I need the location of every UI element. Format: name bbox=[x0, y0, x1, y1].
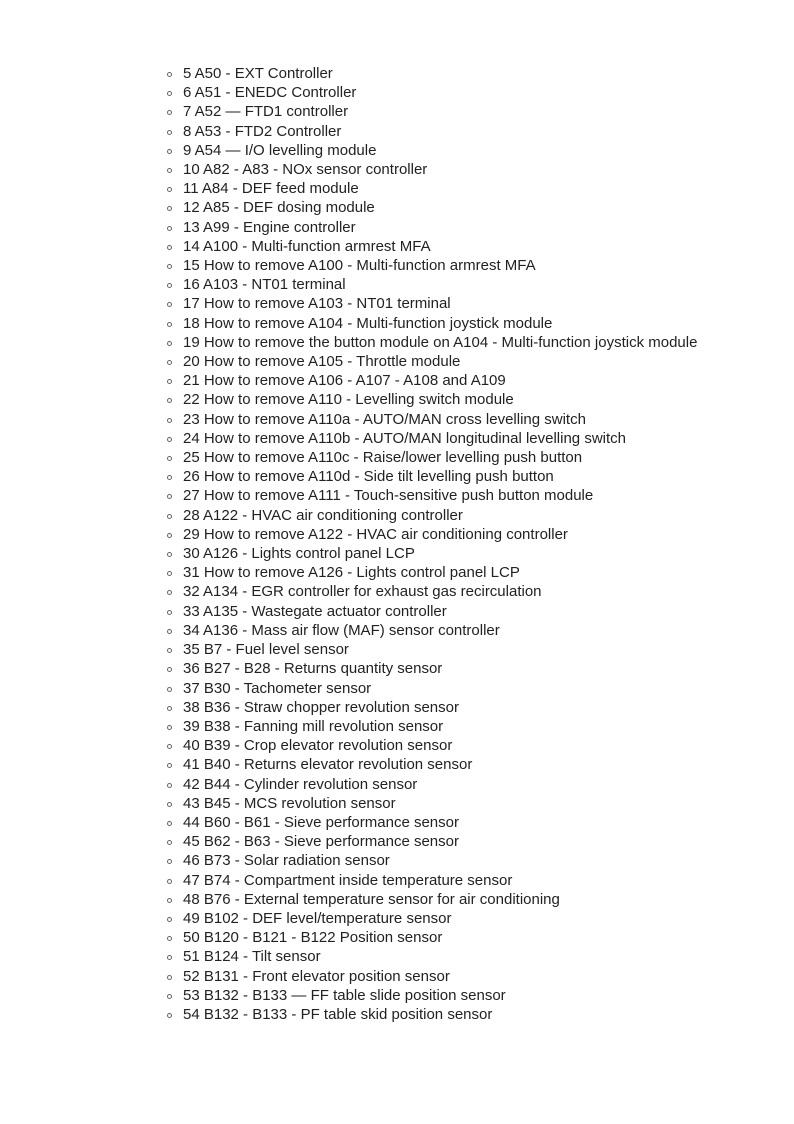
list-item[interactable] bbox=[166, 64, 706, 83]
bullet-icon bbox=[167, 917, 172, 922]
table-of-contents-list bbox=[166, 64, 706, 1024]
bullet-icon bbox=[167, 629, 172, 634]
list-item-label[interactable]: 40 B39 - Crop elevator revolution sensor bbox=[183, 737, 453, 755]
list-item[interactable] bbox=[166, 717, 706, 736]
list-item-label[interactable]: 13 A99 - Engine controller bbox=[183, 218, 356, 236]
list-item-label[interactable]: 42 B44 - Cylinder revolution sensor bbox=[183, 775, 418, 793]
list-item-label[interactable]: 41 B40 - Returns elevator revolution sensor bbox=[183, 756, 473, 774]
list-item[interactable] bbox=[166, 448, 706, 467]
list-item[interactable] bbox=[166, 237, 706, 256]
bullet-icon bbox=[167, 456, 172, 461]
bullet-icon bbox=[167, 667, 172, 672]
list-item[interactable] bbox=[166, 890, 706, 909]
list-item-label[interactable]: 20 How to remove A105 - Throttle module bbox=[183, 353, 461, 371]
list-item-label[interactable]: 19 How to remove the button module on A104 - Multi-function joystick module bbox=[183, 333, 698, 351]
list-item[interactable] bbox=[166, 698, 706, 717]
list-item[interactable] bbox=[166, 275, 706, 294]
bullet-icon bbox=[167, 418, 172, 423]
list-item-label[interactable]: 31 How to remove A126 - Lights control panel LCP bbox=[183, 564, 520, 582]
list-item-label[interactable]: 21 How to remove A106 - A107 - A108 and A109 bbox=[183, 372, 506, 390]
bullet-icon bbox=[167, 245, 172, 250]
bullet-icon bbox=[167, 552, 172, 557]
list-item-label[interactable]: 30 A126 - Lights control panel LCP bbox=[183, 545, 415, 563]
bullet-icon bbox=[167, 110, 172, 115]
bullet-icon bbox=[167, 360, 172, 365]
list-item[interactable] bbox=[166, 775, 706, 794]
bullet-icon bbox=[167, 283, 172, 288]
list-item-label[interactable]: 6 A51 - ENEDC Controller bbox=[183, 84, 357, 102]
list-item[interactable] bbox=[166, 679, 706, 698]
list-item[interactable] bbox=[166, 736, 706, 755]
bullet-icon bbox=[167, 879, 172, 884]
list-item[interactable] bbox=[166, 851, 706, 870]
bullet-icon bbox=[167, 91, 172, 96]
list-item[interactable] bbox=[166, 198, 706, 217]
list-item-label[interactable]: 8 A53 - FTD2 Controller bbox=[183, 122, 342, 140]
list-item-label[interactable]: 24 How to remove A110b - AUTO/MAN longitudinal levelling switch bbox=[183, 429, 626, 447]
list-item[interactable] bbox=[166, 544, 706, 563]
list-item[interactable] bbox=[166, 832, 706, 851]
list-item-label[interactable]: 35 B7 - Fuel level sensor bbox=[183, 641, 349, 659]
bullet-icon bbox=[167, 571, 172, 576]
list-item[interactable] bbox=[166, 602, 706, 621]
list-item-label[interactable]: 43 B45 - MCS revolution sensor bbox=[183, 794, 396, 812]
bullet-icon bbox=[167, 955, 172, 960]
bullet-icon bbox=[167, 72, 172, 77]
list-item[interactable] bbox=[166, 83, 706, 102]
bullet-icon bbox=[167, 398, 172, 403]
list-item[interactable] bbox=[166, 314, 706, 333]
bullet-icon bbox=[167, 533, 172, 538]
bullet-icon bbox=[167, 341, 172, 346]
list-item-label[interactable]: 26 How to remove A110d - Side tilt levelling push button bbox=[183, 468, 554, 486]
list-item-label[interactable]: 36 B27 - B28 - Returns quantity sensor bbox=[183, 660, 443, 678]
list-item-label[interactable]: 29 How to remove A122 - HVAC air conditioning controller bbox=[183, 525, 568, 543]
bullet-icon bbox=[167, 168, 172, 173]
list-item-label[interactable]: 39 B38 - Fanning mill revolution sensor bbox=[183, 717, 444, 735]
list-item[interactable] bbox=[166, 986, 706, 1005]
list-item-label[interactable]: 28 A122 - HVAC air conditioning controller bbox=[183, 506, 463, 524]
list-item-label[interactable]: 37 B30 - Tachometer sensor bbox=[183, 679, 372, 697]
list-item[interactable] bbox=[166, 506, 706, 525]
list-item[interactable] bbox=[166, 333, 706, 352]
list-item[interactable] bbox=[166, 122, 706, 141]
bullet-icon bbox=[167, 763, 172, 768]
list-item[interactable] bbox=[166, 659, 706, 678]
bullet-icon bbox=[167, 859, 172, 864]
list-item-label[interactable]: 18 How to remove A104 - Multi-function joystick module bbox=[183, 314, 553, 332]
list-item-label[interactable]: 7 A52 — FTD1 controller bbox=[183, 103, 349, 121]
list-item[interactable] bbox=[166, 390, 706, 409]
list-item-label[interactable]: 22 How to remove A110 - Levelling switch module bbox=[183, 391, 514, 409]
list-item[interactable] bbox=[166, 294, 706, 313]
bullet-icon bbox=[167, 840, 172, 845]
list-item-label[interactable]: 14 A100 - Multi-function armrest MFA bbox=[183, 237, 431, 255]
list-item[interactable] bbox=[166, 871, 706, 890]
list-item[interactable] bbox=[166, 256, 706, 275]
list-item-label[interactable]: 53 B132 - B133 — FF table slide position sensor bbox=[183, 986, 506, 1004]
list-item[interactable] bbox=[166, 160, 706, 179]
bullet-icon bbox=[167, 687, 172, 692]
bullet-icon bbox=[167, 187, 172, 192]
list-item[interactable] bbox=[166, 967, 706, 986]
list-item-label[interactable]: 52 B131 - Front elevator position sensor bbox=[183, 967, 450, 985]
list-item[interactable] bbox=[166, 141, 706, 160]
list-item-label[interactable]: 15 How to remove A100 - Multi-function armrest MFA bbox=[183, 257, 536, 275]
list-item[interactable] bbox=[166, 813, 706, 832]
bullet-icon bbox=[167, 725, 172, 730]
bullet-icon bbox=[167, 514, 172, 519]
list-item-label[interactable]: 5 A50 - EXT Controller bbox=[183, 65, 333, 82]
list-item-label[interactable]: 47 B74 - Compartment inside temperature sensor bbox=[183, 871, 513, 889]
bullet-icon bbox=[167, 898, 172, 903]
list-item-label[interactable]: 9 A54 — I/O levelling module bbox=[183, 141, 377, 159]
list-item-label[interactable]: 10 A82 - A83 - NOx sensor controller bbox=[183, 161, 428, 179]
list-item[interactable] bbox=[166, 352, 706, 371]
list-item-label[interactable]: 49 B102 - DEF level/temperature sensor bbox=[183, 909, 452, 927]
bullet-icon bbox=[167, 802, 172, 807]
bullet-icon bbox=[167, 744, 172, 749]
bullet-icon bbox=[167, 437, 172, 442]
list-item-label[interactable]: 12 A85 - DEF dosing module bbox=[183, 199, 375, 217]
list-item[interactable] bbox=[166, 218, 706, 237]
bullet-icon bbox=[167, 994, 172, 999]
bullet-icon bbox=[167, 302, 172, 307]
list-item-label[interactable]: 23 How to remove A110a - AUTO/MAN cross levelling switch bbox=[183, 410, 586, 428]
bullet-icon bbox=[167, 936, 172, 941]
list-item-label[interactable]: 27 How to remove A111 - Touch-sensitive push button module bbox=[183, 487, 594, 505]
bullet-icon bbox=[167, 648, 172, 653]
list-item-label[interactable]: 44 B60 - B61 - Sieve performance sensor bbox=[183, 813, 459, 831]
list-item-label[interactable]: 25 How to remove A110c - Raise/lower levelling push button bbox=[183, 449, 583, 467]
list-item[interactable] bbox=[166, 102, 706, 121]
list-item-label[interactable]: 33 A135 - Wastegate actuator controller bbox=[183, 602, 447, 620]
bullet-icon bbox=[167, 475, 172, 480]
bullet-icon bbox=[167, 783, 172, 788]
list-item-label[interactable]: 46 B73 - Solar radiation sensor bbox=[183, 852, 390, 870]
bullet-icon bbox=[167, 379, 172, 384]
list-item-label[interactable]: 38 B36 - Straw chopper revolution sensor bbox=[183, 698, 459, 716]
list-item[interactable] bbox=[166, 429, 706, 448]
list-item-label[interactable]: 32 A134 - EGR controller for exhaust gas recirculation bbox=[183, 583, 542, 601]
bullet-icon bbox=[167, 149, 172, 154]
list-item-label[interactable]: 45 B62 - B63 - Sieve performance sensor bbox=[183, 833, 459, 851]
bullet-icon bbox=[167, 590, 172, 595]
bullet-icon bbox=[167, 130, 172, 135]
list-item[interactable] bbox=[166, 928, 706, 947]
list-item[interactable] bbox=[166, 179, 706, 198]
list-item[interactable] bbox=[166, 1005, 706, 1024]
list-item[interactable] bbox=[166, 621, 706, 640]
list-item-label[interactable]: 50 B120 - B121 - B122 Position sensor bbox=[183, 929, 443, 947]
list-item[interactable] bbox=[166, 467, 706, 486]
list-item[interactable] bbox=[166, 371, 706, 390]
bullet-icon bbox=[167, 226, 172, 231]
list-item-label[interactable]: 17 How to remove A103 - NT01 terminal bbox=[183, 295, 451, 313]
bullet-icon bbox=[167, 322, 172, 327]
list-item-label[interactable]: 48 B76 - External temperature sensor for air conditioning bbox=[183, 890, 560, 908]
list-item[interactable] bbox=[166, 486, 706, 505]
list-item[interactable] bbox=[166, 755, 706, 774]
list-item[interactable] bbox=[166, 640, 706, 659]
bullet-icon bbox=[167, 264, 172, 269]
list-item[interactable] bbox=[166, 410, 706, 429]
bullet-icon bbox=[167, 610, 172, 615]
bullet-icon bbox=[167, 494, 172, 499]
bullet-icon bbox=[167, 706, 172, 711]
bullet-icon bbox=[167, 975, 172, 980]
list-item-label[interactable]: 16 A103 - NT01 terminal bbox=[183, 276, 346, 294]
list-item-label[interactable]: 34 A136 - Mass air flow (MAF) sensor controller bbox=[183, 621, 500, 639]
list-item[interactable] bbox=[166, 582, 706, 601]
bullet-icon bbox=[167, 821, 172, 826]
list-item-label[interactable]: 51 B124 - Tilt sensor bbox=[183, 948, 321, 966]
list-item-label[interactable]: 11 A84 - DEF feed module bbox=[183, 180, 359, 198]
list-item[interactable] bbox=[166, 794, 706, 813]
list-item[interactable] bbox=[166, 909, 706, 928]
bullet-icon bbox=[167, 1013, 172, 1018]
list-item[interactable] bbox=[166, 947, 706, 966]
list-item[interactable] bbox=[166, 563, 706, 582]
list-item-label[interactable]: 54 B132 - B133 - PF table skid position sensor bbox=[183, 1005, 493, 1023]
list-item[interactable] bbox=[166, 525, 706, 544]
bullet-icon bbox=[167, 206, 172, 211]
